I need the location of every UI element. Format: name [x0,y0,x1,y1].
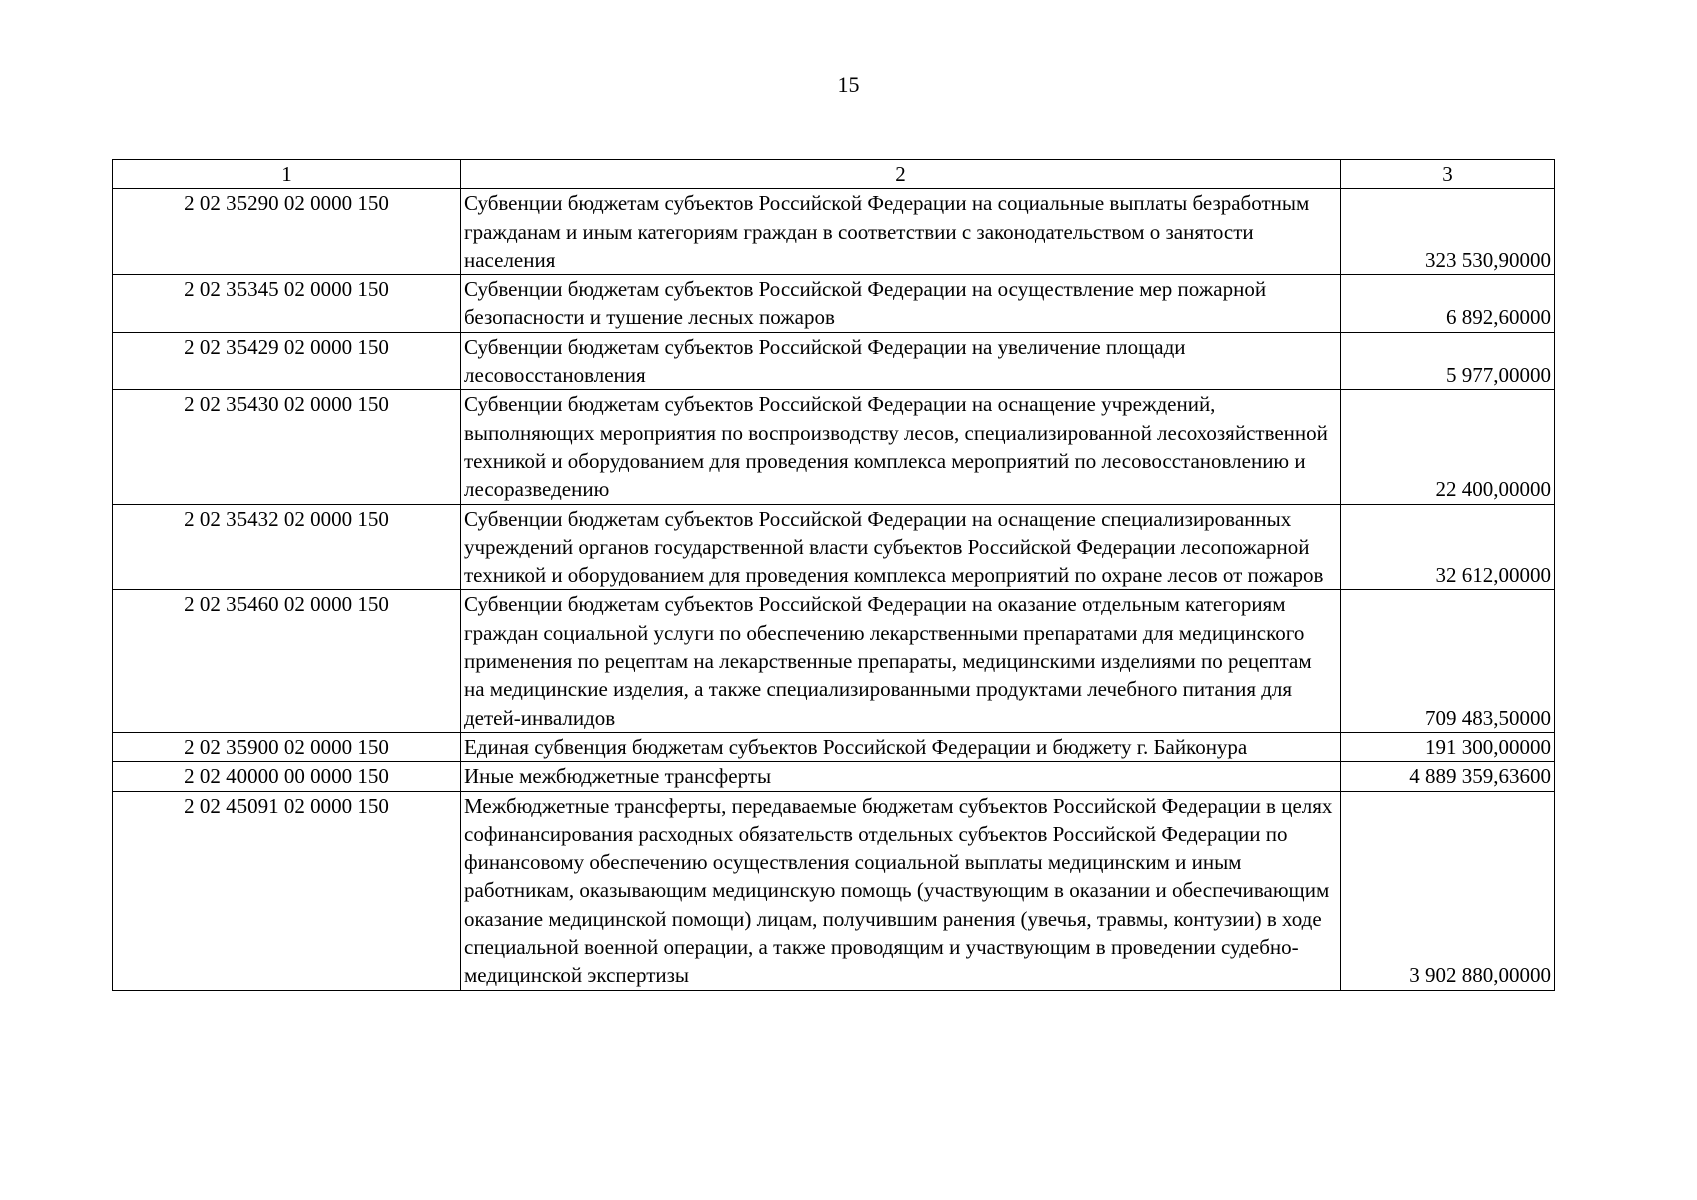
revenue-code: 2 02 35429 02 0000 150 [113,332,461,390]
revenue-code: 2 02 35290 02 0000 150 [113,189,461,275]
revenue-name: Субвенции бюджетам субъектов Российской Федерации на социальные выплаты безработным гражданам и иным категориям граждан в соответствии с законодательством о занятости населения [461,189,1341,275]
revenue-name: Субвенции бюджетам субъектов Российской Федерации на осуществление мер пожарной безопасности и тушение лесных пожаров [461,275,1341,333]
revenue-amount: 709 483,50000 [1341,590,1555,732]
revenue-amount: 6 892,60000 [1341,275,1555,333]
table-row [113,590,1555,732]
revenue-code: 2 02 35345 02 0000 150 [113,275,461,333]
table-row [113,275,1555,333]
table-header-row [113,160,1555,189]
revenue-amount: 5 977,00000 [1341,332,1555,390]
revenue-name: Субвенции бюджетам субъектов Российской Федерации на оснащение специализированных учреждений органов государственной власти субъектов Российской Федерации лесопожарной техникой и оборудованием для проведения комплекса мероприятий по охране лесов от пожаров [461,504,1341,590]
column-header-amount: 3 [1341,160,1555,189]
table-row [113,189,1555,275]
table-row [113,791,1555,990]
page-number: 15 [837,72,860,97]
revenue-name: Субвенции бюджетам субъектов Российской Федерации на оснащение учреждений, выполняющих мероприятия по воспроизводству лесов, специализированной лесохозяйственной техникой и оборудованием для проведения комплекса мероприятий по лесовосстановлению и лесоразведению [461,390,1341,504]
table-row [113,390,1555,504]
table-row [113,732,1555,761]
table-row [113,332,1555,390]
revenue-name: Иные межбюджетные трансферты [461,762,1341,791]
revenue-amount: 191 300,00000 [1341,732,1555,761]
budget-revenue-table [112,159,1555,991]
revenue-amount: 22 400,00000 [1341,390,1555,504]
revenue-amount: 4 889 359,63600 [1341,762,1555,791]
revenue-code: 2 02 45091 02 0000 150 [113,791,461,990]
revenue-name: Межбюджетные трансферты, передаваемые бюджетам субъектов Российской Федерации в целях софинансирования расходных обязательств отдельных субъектов Российской Федерации по финансовому обеспечению осуществления социальной выплаты медицинским и иным работникам, оказывающим медицинскую помощь (участвующим в оказании и обеспечивающим оказание медицинской помощи) лицам, получившим ранения (увечья, травмы, контузии) в ходе специальной военной операции, а также проводящим и участвующим в проведении судебно-медицинской экспертизы [461,791,1341,990]
table-row [113,504,1555,590]
revenue-amount: 323 530,90000 [1341,189,1555,275]
table-row [113,762,1555,791]
revenue-code: 2 02 35432 02 0000 150 [113,504,461,590]
revenue-code: 2 02 40000 00 0000 150 [113,762,461,791]
column-header-name: 2 [461,160,1341,189]
revenue-amount: 32 612,00000 [1341,504,1555,590]
revenue-code: 2 02 35900 02 0000 150 [113,732,461,761]
revenue-amount: 3 902 880,00000 [1341,791,1555,990]
revenue-name: Единая субвенция бюджетам субъектов Российской Федерации и бюджету г. Байконура [461,732,1341,761]
revenue-code: 2 02 35430 02 0000 150 [113,390,461,504]
revenue-name: Субвенции бюджетам субъектов Российской Федерации на увеличение площади лесовосстановления [461,332,1341,390]
revenue-code: 2 02 35460 02 0000 150 [113,590,461,732]
revenue-name: Субвенции бюджетам субъектов Российской Федерации на оказание отдельным категориям граждан социальной услуги по обеспечению лекарственными препаратами для медицинского применения по рецептам на лекарственные препараты, медицинскими изделиями по рецептам на медицинские изделия, а также специализированными продуктами лечебного питания для детей-инвалидов [461,590,1341,732]
column-header-code: 1 [113,160,461,189]
